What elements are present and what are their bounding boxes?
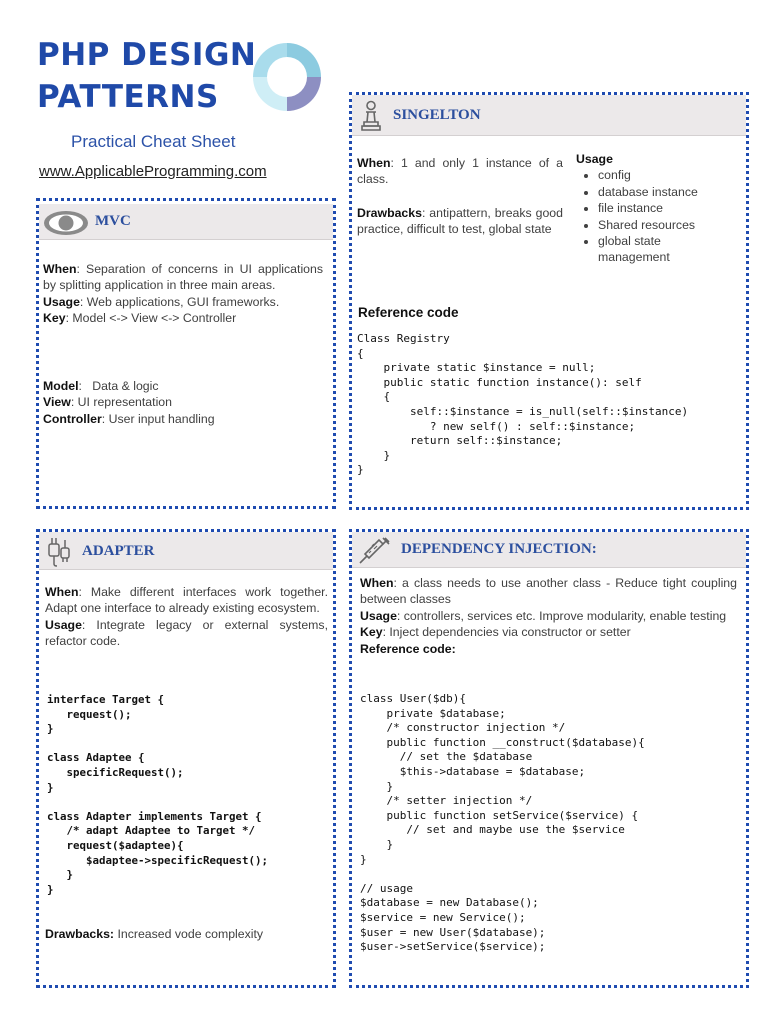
di-when <box>360 575 737 608</box>
di-code: class User($db){ private $database; /* constructor injection */ public function __construct($database){ // set the $database $this->database = $database; } /* setter injection */ public function setService($service) { // set and maybe use the $service } } // usage $database = new Database(); $service = new Service(); $user = new User($database); $user->setService($service); <box>360 692 645 954</box>
page-subtitle: Practical Cheat Sheet <box>71 132 236 151</box>
reference-label: Reference code: <box>360 641 456 656</box>
key-label: Key <box>360 625 383 640</box>
adapter-drawbacks <box>45 926 328 942</box>
adapter-header <box>39 532 333 570</box>
syringe-icon <box>357 534 393 566</box>
mvc-usage <box>43 294 323 310</box>
list-item: • Shared resources <box>598 217 736 233</box>
drawbacks-text: Increased vode complexity <box>114 927 264 941</box>
usage-label: Usage <box>576 152 613 166</box>
adapter-code: interface Target { request(); } class Adaptee { specificRequest(); } class Adapter implements Target { /* adapt Adaptee to Target */ request($adaptee){ $adaptee->specificRequest(); } } <box>47 693 269 896</box>
when-label: When <box>43 262 77 276</box>
when-text: : Separation of concerns in UI applications by splitting application in three main areas. <box>43 262 323 293</box>
singleton-code: Class Registry { private static $instance = null; public static function instance(): self { self::$instance = is_null(self::$instance) ? new self() : self::$instance; return self::$instance; } } <box>357 332 689 477</box>
title-line-1: PHP DESIGN <box>37 37 257 73</box>
singleton-when <box>357 155 563 188</box>
mvc-header <box>39 204 333 240</box>
controller-label: Controller <box>43 411 102 426</box>
singleton-reference-heading: Reference code <box>358 305 459 320</box>
di-panel <box>349 529 749 988</box>
plug-icon <box>46 536 72 568</box>
singleton-drawbacks <box>357 205 563 238</box>
usage-text: : Web applications, GUI frameworks. <box>79 294 280 309</box>
di-key <box>360 624 737 640</box>
di-body <box>360 575 737 657</box>
mvc-title: MVC <box>95 213 131 229</box>
mvc-key <box>43 310 323 326</box>
di-header <box>352 532 746 568</box>
mvc-model <box>43 378 323 394</box>
drawbacks-label: Drawbacks: <box>45 927 115 941</box>
adapter-panel <box>36 529 336 988</box>
controller-text: : User input handling <box>101 411 215 426</box>
drawbacks-label: Drawbacks <box>357 206 422 220</box>
key-text: : Inject dependencies via constructor or setter <box>382 625 631 640</box>
chess-pawn-icon <box>360 100 382 132</box>
singleton-title: SINGELTON <box>393 107 481 123</box>
eye-icon <box>42 209 90 237</box>
drawbacks-text: : antipattern, breaks good practice, difficult to test, global state <box>357 206 563 237</box>
when-label: When <box>360 576 394 590</box>
title-line-2: PATTERNS <box>37 79 219 115</box>
list-item: • file instance <box>598 200 736 216</box>
adapter-when <box>45 584 328 617</box>
list-item: • config <box>598 167 736 183</box>
usage-text: : Integrate legacy or external systems, refactor code. <box>45 617 328 649</box>
view-text: : UI representation <box>70 395 172 410</box>
mvc-components <box>43 378 323 427</box>
when-text: : 1 and only 1 instance of a class. <box>357 156 563 187</box>
adapter-title: ADAPTER <box>82 543 155 559</box>
list-item: • global state management <box>598 233 736 266</box>
ring-logo-icon <box>246 40 328 114</box>
adapter-usage <box>45 617 328 650</box>
mvc-panel <box>36 198 336 509</box>
key-text: : Model <-> View <-> Controller <box>65 311 237 326</box>
model-text: : Data & logic <box>78 379 159 393</box>
when-text: : a class needs to use another class - Reduce tight coupling between classes <box>360 576 737 607</box>
singleton-panel <box>349 92 749 510</box>
usage-label: Usage <box>43 294 80 309</box>
when-label: When <box>45 585 79 599</box>
when-text: : Make different interfaces work together. Adapt one interface to already existing ecosystem. <box>45 585 328 616</box>
when-label: When <box>357 156 391 170</box>
key-label: Key <box>43 311 66 326</box>
usage-label: Usage <box>360 608 397 623</box>
website-link[interactable]: www.ApplicableProgramming.com <box>39 163 267 180</box>
singleton-usage <box>576 151 736 266</box>
view-label: View <box>43 395 71 410</box>
usage-label: Usage <box>45 617 82 632</box>
adapter-body <box>45 584 328 650</box>
page-title <box>37 34 256 118</box>
usage-list <box>576 167 736 265</box>
mvc-view <box>43 394 323 410</box>
mvc-when <box>43 261 323 294</box>
mvc-controller <box>43 411 323 427</box>
model-label: Model <box>43 379 79 393</box>
mvc-body <box>43 261 323 327</box>
di-reference-heading <box>360 641 737 657</box>
di-title: DEPENDENCY INJECTION: <box>401 541 597 557</box>
usage-text: : controllers, services etc. Improve modularity, enable testing <box>396 608 727 623</box>
di-usage <box>360 608 737 624</box>
list-item: • database instance <box>598 184 736 200</box>
singleton-header <box>352 95 746 136</box>
